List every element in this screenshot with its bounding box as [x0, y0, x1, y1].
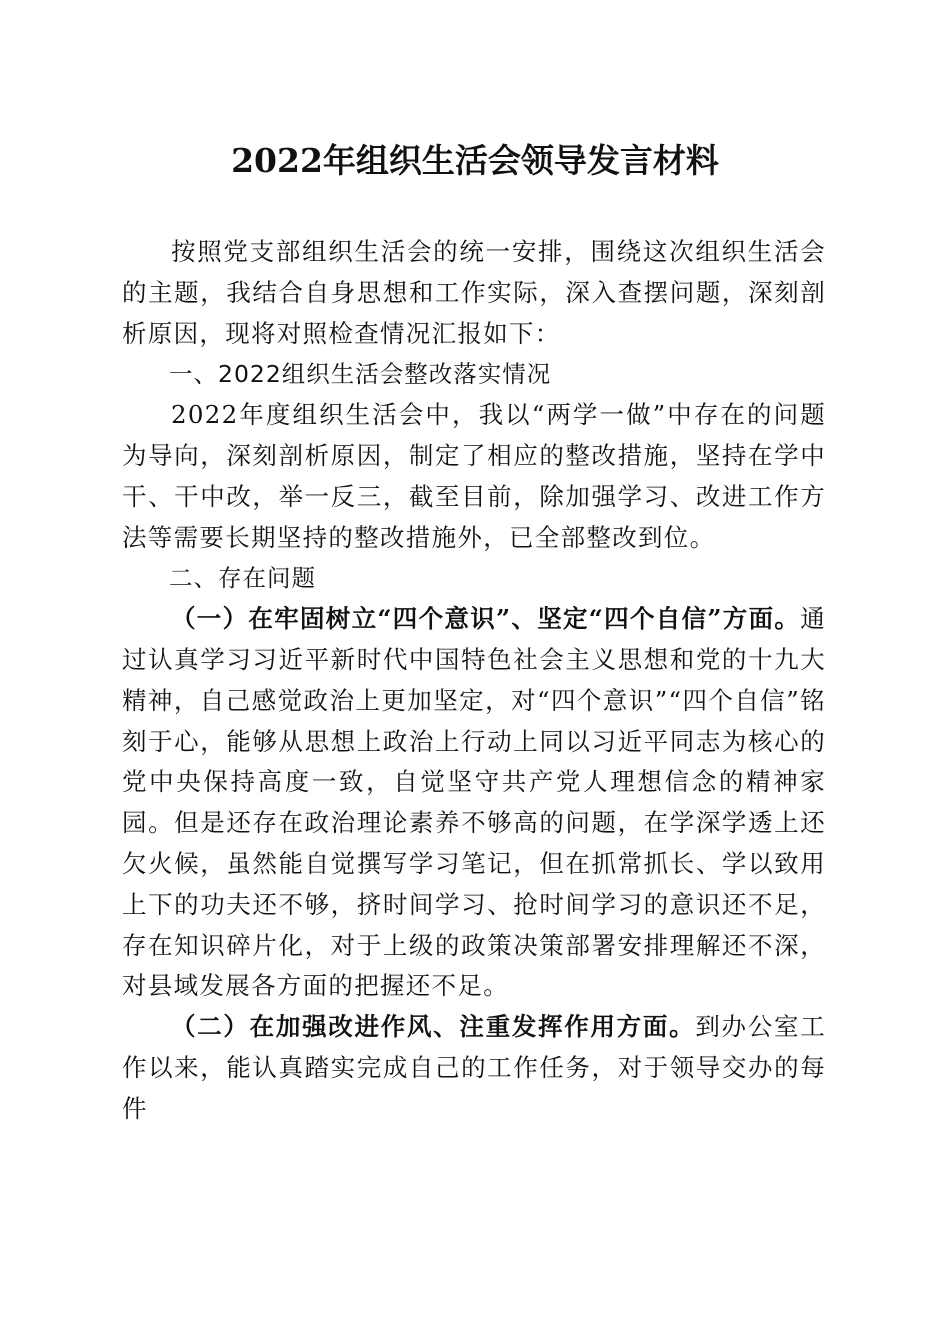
intro-paragraph: 按照党支部组织生活会的统一安排，围绕这次组织生活会的主题，我结合自身思想和工作实际，深入查摆问题，深刻剖析原因，现将对照检查情况汇报如下：	[122, 237, 826, 348]
section-2-item-1-title: （一）在牢固树立“四个意识”、坚定“四个自信”方面。	[171, 604, 801, 634]
section-2-item-2-title: （二）在加强改进作风、注重发挥作用方面。	[171, 1012, 696, 1042]
document-body	[122, 232, 826, 1130]
section-2-item-2-text: 到办公室工作以来，能认真踏实完成自己的工作任务，对于领导交办的每件	[122, 1012, 827, 1123]
section-1-paragraph: 2022年度组织生活会中，我以“两学一做”中存在的问题为导向，深刻剖析原因，制定了相应的整改措施，坚持在学中干、干中改，举一反三，截至目前，除加强学习、改进工作方法等需要长期坚持的整改措施外，已全部整改到位。	[122, 400, 826, 552]
section-2-item-1-paragraph	[122, 599, 826, 1007]
section-2-heading: 二、存在问题	[169, 564, 316, 593]
section-2-item-1-text: 通过认真学习习近平新时代中国特色社会主义思想和党的十九大精神，自己感觉政治上更加坚定，对“四个意识”“四个自信”铭刻于心，能够从思想上政治上行动上同以习近平同志为核心的党中央保持高度一致，自觉坚守共产党人理想信念的精神家园。但是还存在政治理论素养不够高的问题，在学深学透上还欠火候，虽然能自觉撰写学习笔记，但在抓常抓长、学以致用上下的功夫还不够，挤时间学习、抢时间学习的意识还不足，存在知识碎片化，对于上级的政策决策部署安排理解还不深，对县域发展各方面的把握还不足。	[122, 604, 826, 1001]
section-2-item-2-paragraph	[122, 1007, 826, 1129]
section-1-heading: 一、2022组织生活会整改落实情况	[169, 360, 552, 389]
document-title: 2022年组织生活会领导发言材料	[231, 141, 719, 180]
